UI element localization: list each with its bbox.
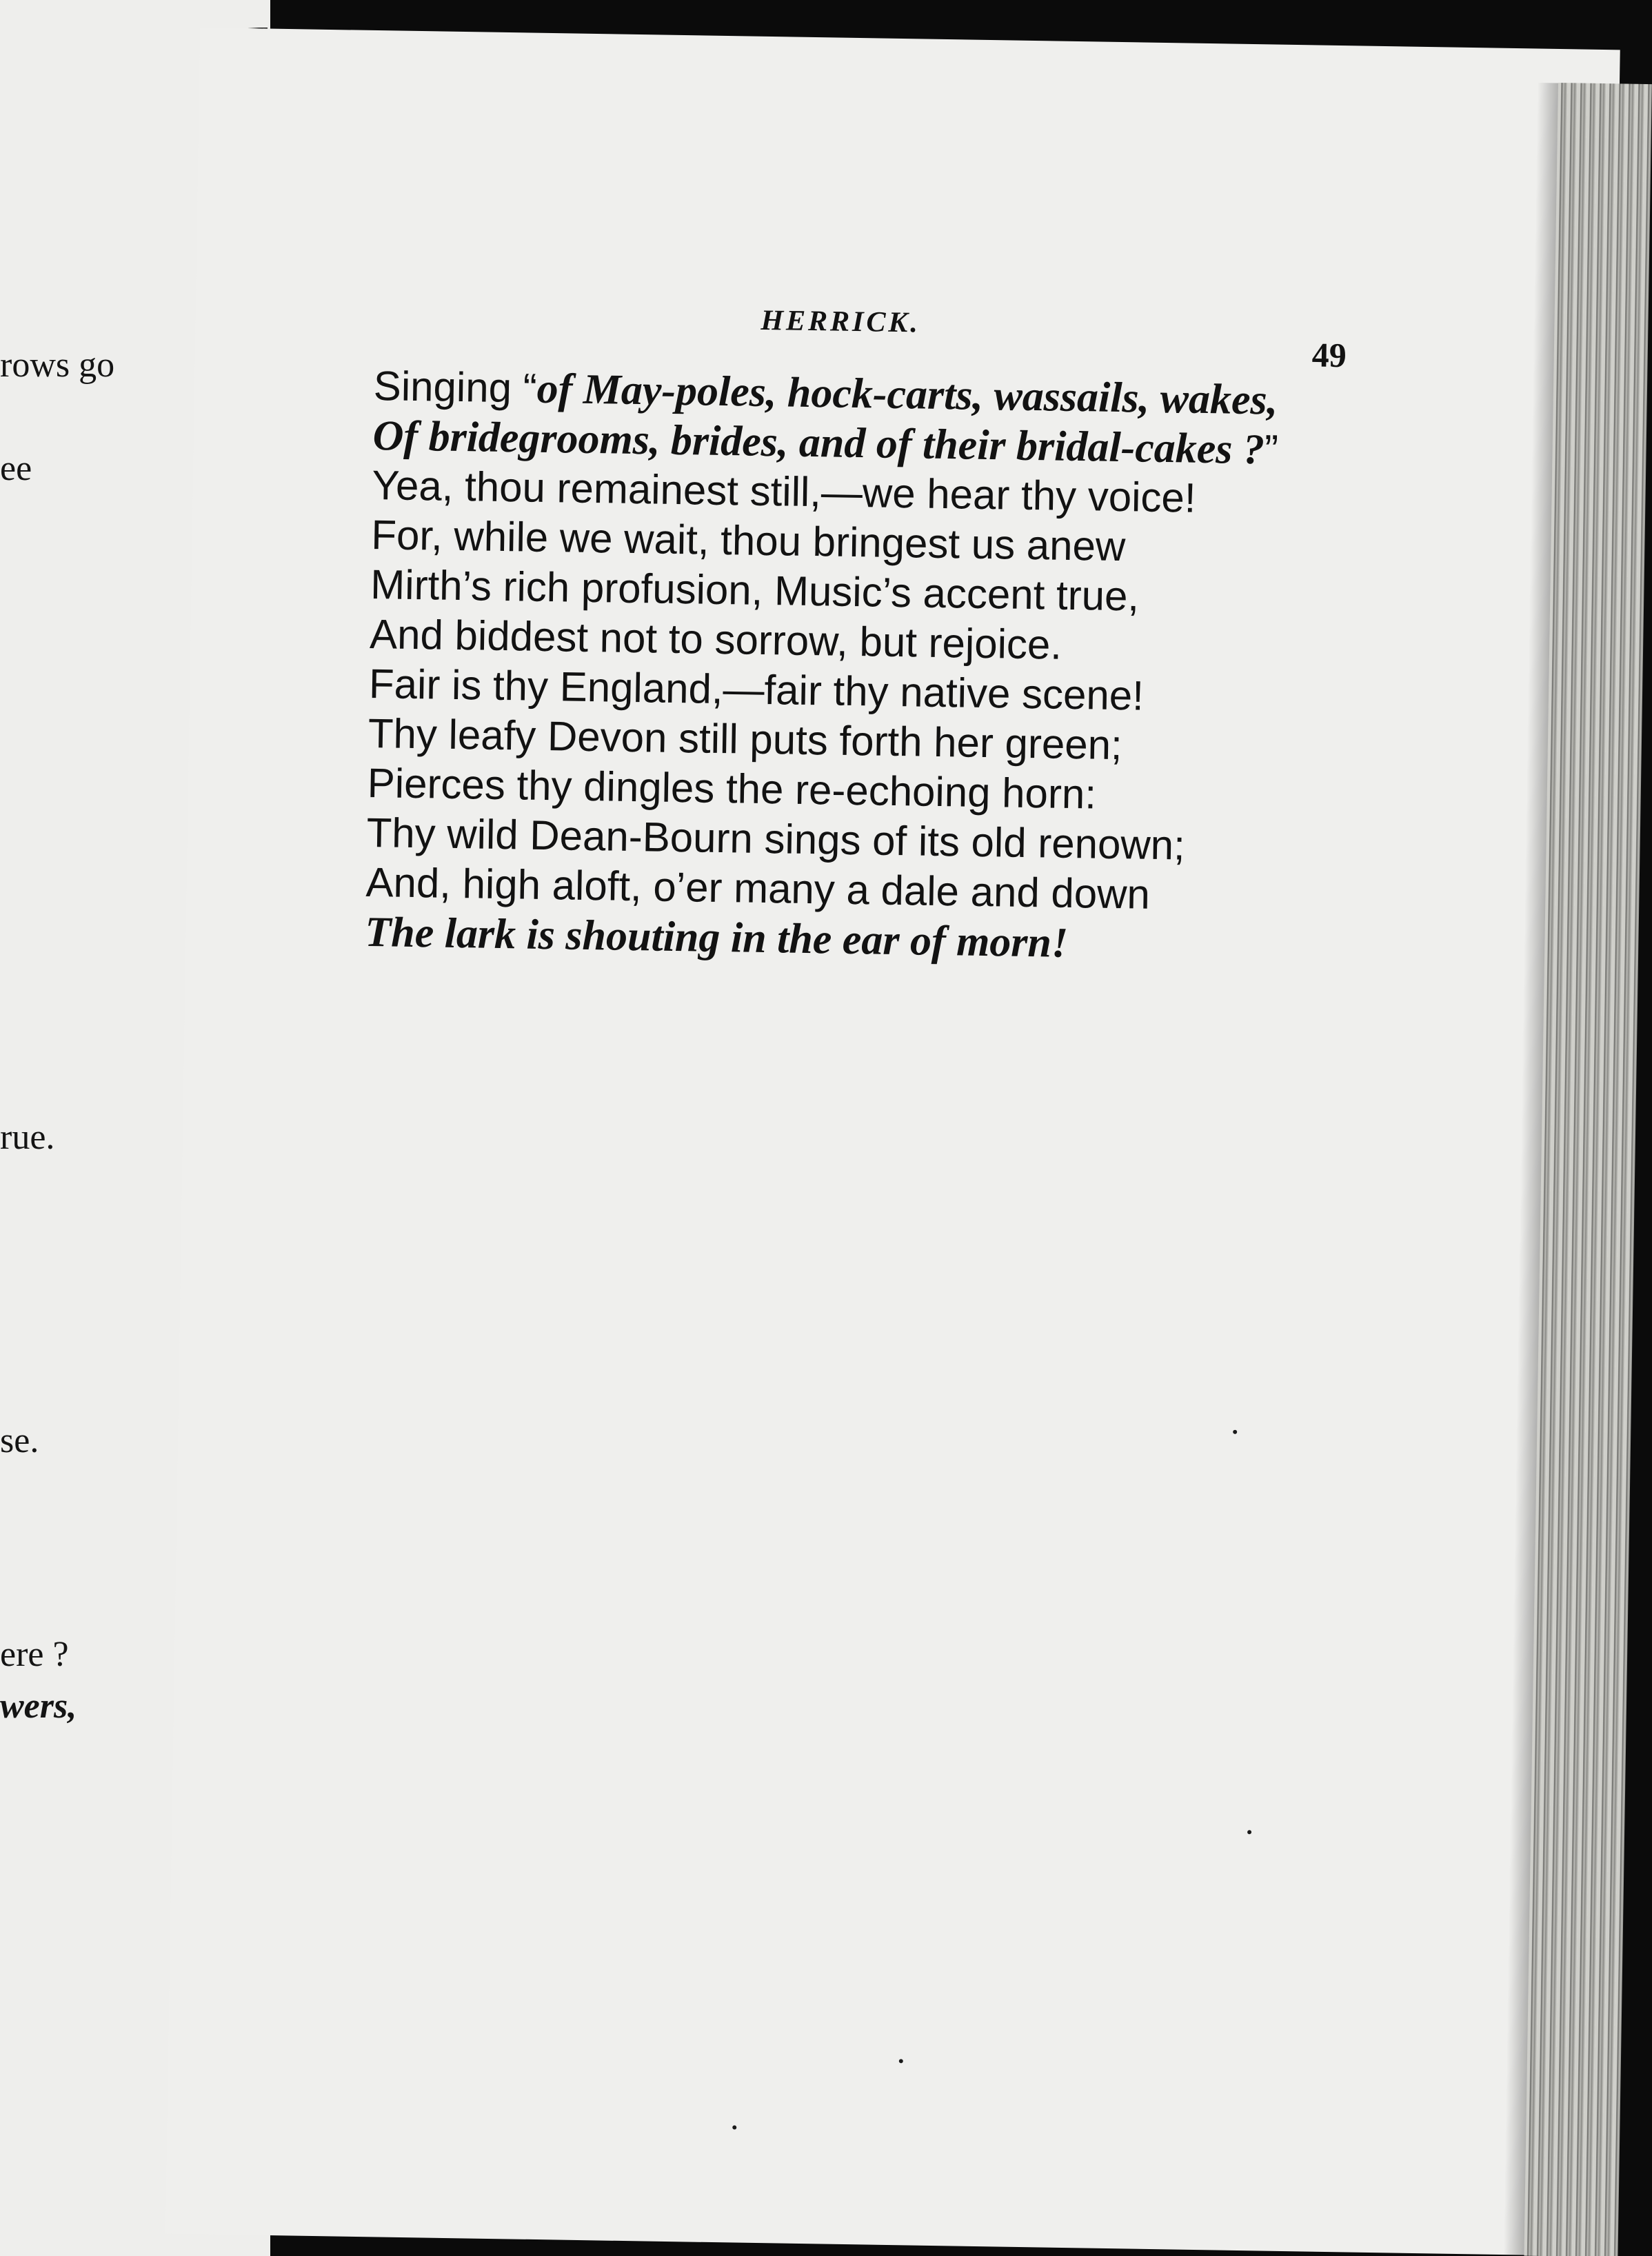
ink-speck [899, 2059, 903, 2063]
ink-speck [1233, 1430, 1237, 1434]
ink-speck [1247, 1830, 1251, 1834]
running-head: HERRICK. [760, 304, 921, 339]
poem-line: Pierces thy dingles the re-echoing horn: [367, 759, 1097, 818]
left-page-fragment: wers, [0, 1686, 77, 1726]
poem-line-roman: Singing “ [373, 363, 538, 412]
poem [365, 361, 1546, 976]
poem-line: The lark is shouting in the ear of morn! [364, 908, 1069, 967]
poem-line-italic: Of bridegrooms, brides, and of their bridal-cakes ? [372, 412, 1265, 474]
poem-line: Yea, thou remainest still,—we hear thy voice! [372, 462, 1197, 521]
poem-line: Fair is thy England,—fair thy native scene! [368, 660, 1145, 719]
left-page-fragment: rows go [0, 345, 115, 385]
poem-line: And, high aloft, o’er many a dale and down [365, 858, 1151, 918]
left-page-fragment: rue. [0, 1118, 55, 1157]
poem-line: Mirth’s rich profusion, Music’s accent true, [370, 561, 1140, 620]
poem-line-quote: ” [1264, 426, 1279, 473]
page-number: 49 [1311, 335, 1347, 375]
poem-line: Thy wild Dean-Bourn sings of its old renown; [366, 809, 1186, 869]
poem-line-italic: of May-poles, hock-carts, wassails, wakes, [536, 365, 1278, 424]
right-page [165, 28, 1620, 2256]
left-page-fragment: ee [0, 449, 32, 488]
poem-line: And biddest not to sorrow, but rejoice. [369, 610, 1062, 668]
ink-speck [732, 2126, 736, 2130]
left-page-fragment: ere ? [0, 1635, 69, 1674]
left-page-fragment: se. [0, 1421, 39, 1460]
poem-line: For, while we wait, thou bringest us anew [370, 511, 1126, 570]
poem-line: Thy leafy Devon still puts forth her green; [367, 709, 1123, 769]
